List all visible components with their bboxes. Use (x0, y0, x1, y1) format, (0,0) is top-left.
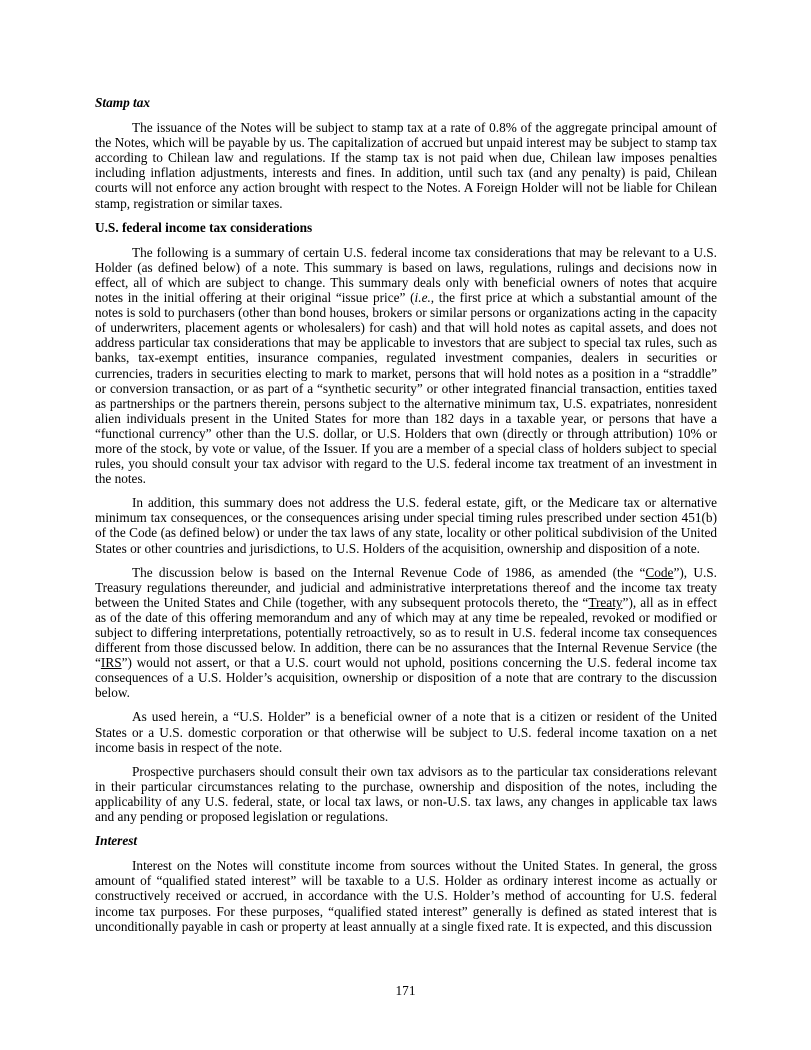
text-segment: Prospective purchasers should consult their own tax advisors as to the particular tax considerations relevant in their particular circumstances relating to the purchase, ownership and disposition of the notes, including the applicability of any U.S. federal, state, or local tax laws, or non-U.S. tax laws, any changes in applicable tax laws and any pending or proposed legislation or regulations. (95, 763, 717, 825)
text-segment: The following is a summary of certain U.S. federal income tax considerations that may be relevant to a U.S. Holder (as defined below) of a note. This summary is based on laws, regulations, rulings and decisions now in effect, all of which are subject to change. This summary deals only with beneficial owners of notes that acquire notes in the initial offering at their original “issue price” ( (95, 244, 717, 306)
text-segment: The discussion below is based on the Internal Revenue Code of 1986, as amended (the “ (132, 564, 646, 580)
text-segment-underline: Code (645, 564, 674, 580)
text-segment: U.S. federal income tax considerations (95, 219, 313, 235)
heading-stamp-tax (95, 95, 717, 110)
text-segment: ”) would not assert, or that a U.S. court would not uphold, positions concerning the U.S. federal income tax consequences of a U.S. Holder’s acquisition, ownership or disposition of a note that are contrary to the discussion below. (95, 655, 717, 701)
paragraph-interest (95, 858, 717, 933)
text-segment: Interest (95, 833, 138, 849)
heading-interest (95, 833, 717, 848)
document-body (95, 93, 717, 943)
text-segment: ”), all as in effect as of the date of this offering memorandum and any of which may at any time be repealed, revoked or modified or subject to differing interpretations, potentially retroactively, so as to result in U.S. federal income tax consequences different from those discussed below. In addition, there can be no assurances that the Internal Revenue Service (the “ (95, 594, 717, 671)
text-segment: The issuance of the Notes will be subject to stamp tax at a rate of 0.8% of the aggregate principal amount of the Notes, which will be payable by us. The capitalization of accrued but unpaid interest may be subject to stamp tax according to Chilean law and regulations. If the stamp tax is not paid when due, Chilean law imposes penalties including inflation adjustments, interests and fines. In addition, until such tax (and any penalty) is paid, Chilean courts will not enforce any action brought with respect to the Notes. A Foreign Holder will not be liable for Chilean stamp, registration or similar taxes. (95, 120, 717, 211)
text-segment: ”), U.S. Treasury regulations thereunder, and judicial and administrative interpretations thereof and the income tax treaty between the United States and Chile (together, with any subsequent protocols thereto, the “ (95, 564, 718, 610)
paragraph-consult-advisors (95, 764, 717, 824)
page-footer (0, 983, 811, 998)
text-segment: Stamp tax (95, 95, 151, 110)
paragraph-summary-scope (95, 245, 717, 487)
text-segment-underline: Treaty (588, 594, 623, 610)
text-segment: , the first price at which a substantial amount of the notes is sold to purchasers (other than bond houses, brokers or similar persons or organizations acting in the capacity of underwriters, placement agents or wholesalers) for cash) and that will hold notes as capital assets, and does not address particular tax considerations that may be applicable to investors that are subject to special tax rules, such as banks, tax-exempt entities, insurance companies, regulated investment companies, dealers in securities or currencies, traders in securities electing to mark to market, persons that will hold notes as a position in a “straddle” or conversion transaction, or as part of a “synthetic security” or other integrated financial transaction, entities taxed as partnerships or the partners therein, persons subject to the alternative minimum tax, U.S. expatriates, nonresident alien individuals present in the United States for more than 182 days in a taxable year, or persons that have a “functional currency” other than the U.S. dollar, or U.S. Holders that own (directly or through attribution) 10% or more of the stock, by vote or value, of the Issuer. If you are a member of a special class of holders subject to special rules, you should consult your tax advisor with regard to the U.S. federal income tax treatment of an investment in the notes. (95, 290, 717, 487)
paragraph-stamp-tax (95, 120, 717, 211)
text-segment: As used herein, a “U.S. Holder” is a beneficial owner of a note that is a citizen or resident of the United States or a U.S. domestic corporation or that otherwise will be subject to U.S. federal income taxation on a net income basis in respect of the note. (95, 709, 717, 755)
text-segment-italic: i.e. (414, 290, 431, 306)
paragraph-not-addressed (95, 495, 717, 555)
text-segment: In addition, this summary does not address the U.S. federal estate, gift, or the Medicare tax or alternative minimum tax consequences, or the consequences arising under special timing rules prescribed under section 451(b) of the Code (as defined below) or under the tax laws of any state, locality or other political subdivision of the United States or other countries and jurisdictions, to U.S. Holders of the acquisition, ownership and disposition of a note. (95, 495, 717, 556)
page-number: 171 (395, 983, 416, 998)
heading-us-federal-income-tax (95, 220, 717, 235)
text-segment-underline: IRS (100, 655, 122, 671)
text-segment: Interest on the Notes will constitute income from sources without the United States. In general, the gross amount of “qualified stated interest” will be taxable to a U.S. Holder as ordinary interest income as actually or constructively received or accrued, in accordance with the U.S. Holder’s method of accounting for U.S. federal income tax purposes. For these purposes, “qualified stated interest” generally is defined as stated interest that is unconditionally payable in cash or property at least annually at a single fixed rate. It is expected, and this discussion (95, 858, 717, 934)
paragraph-basis-of-discussion (95, 565, 717, 701)
paragraph-us-holder-definition (95, 709, 717, 754)
